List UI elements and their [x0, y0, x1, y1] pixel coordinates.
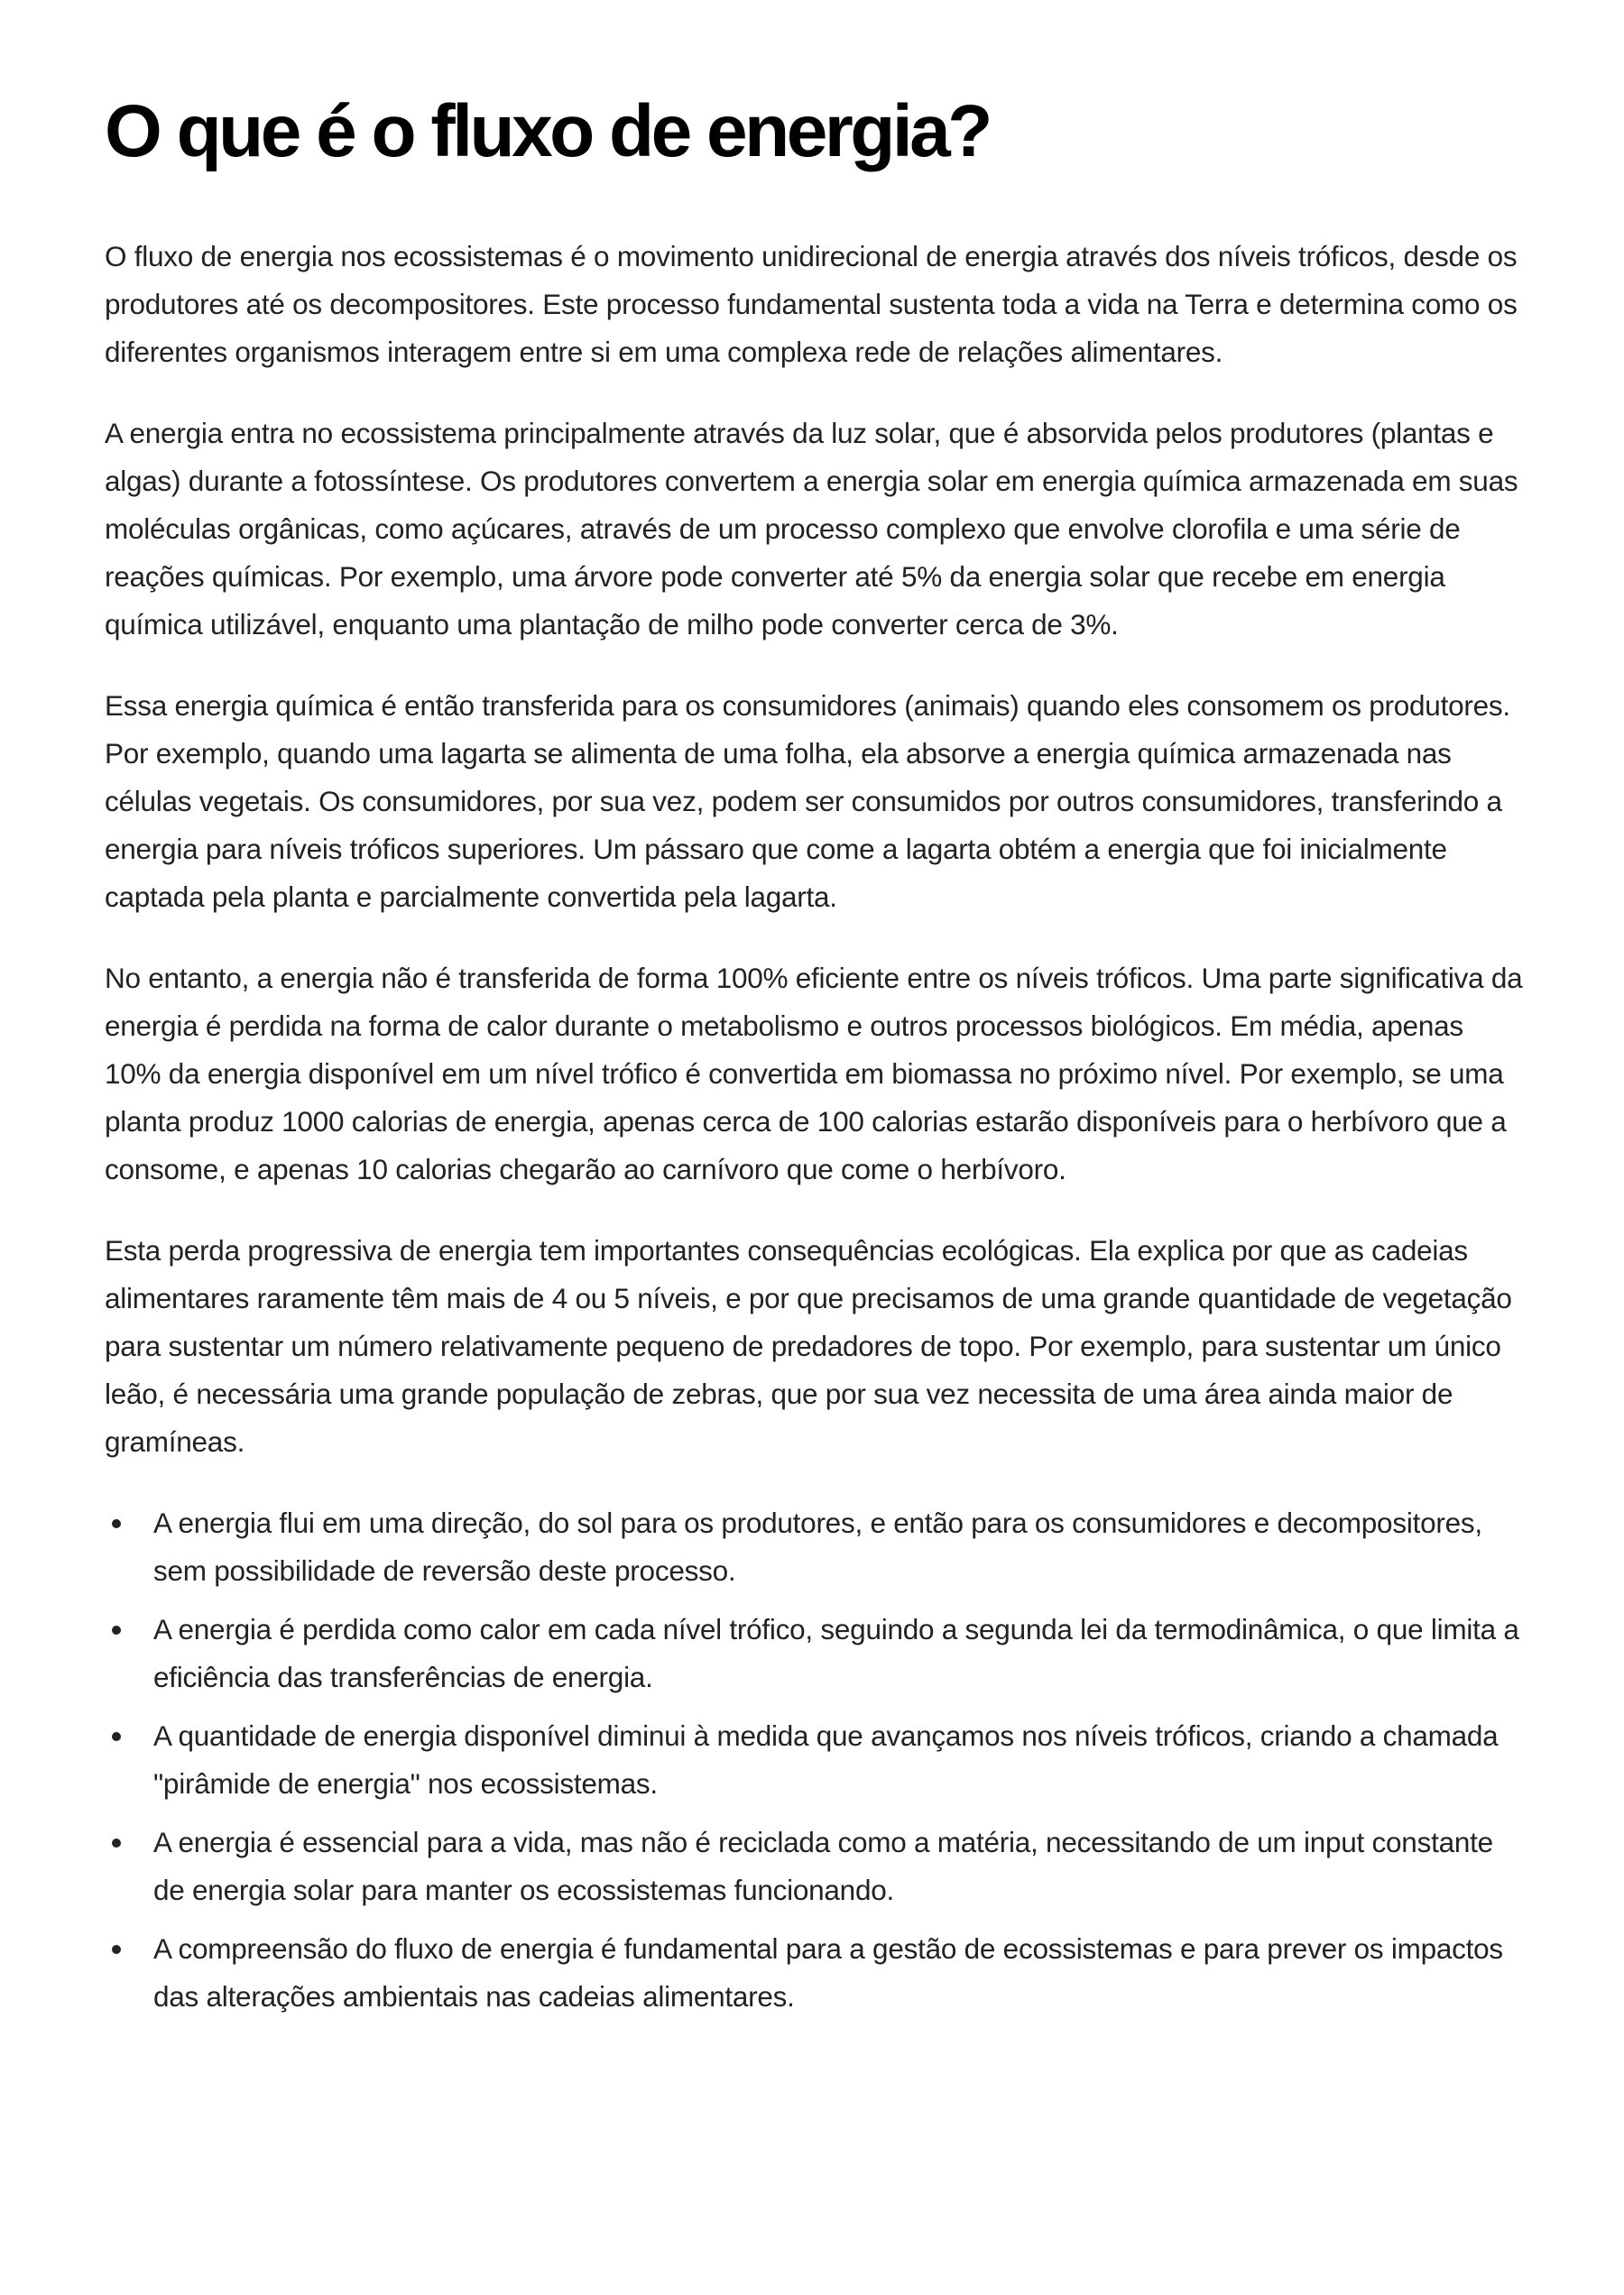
list-item-text: A energia é perdida como calor em cada nível trófico, seguindo a segunda lei da termodinâmica, o que limita a eficiência das transferências de energia.	[153, 1613, 1519, 1693]
bullet-icon	[112, 1626, 121, 1635]
bullet-list	[105, 1499, 1527, 2021]
bullet-icon	[112, 1839, 121, 1848]
document-page	[105, 87, 1527, 2032]
list-item-text: A energia flui em uma direção, do sol para os produtores, e então para os consumidores e decompositores, sem possibilidade de reversão deste processo.	[153, 1507, 1482, 1587]
paragraph-efficiency: No entanto, a energia não é transferida de forma 100% eficiente entre os níveis tróficos. Uma parte significativa da energia é perdida na forma de calor durante o metabolismo e outros processos biológicos. Em média, apenas 10% da energia disponível em um nível trófico é convertida em biomassa no próximo nível. Por exemplo, se uma planta produz 1000 calorias de energia, apenas cerca de 100 calorias estarão disponíveis para o herbívoro que a consome, e apenas 10 calorias chegarão ao carnívoro que come o herbívoro.	[105, 962, 1523, 1185]
bullet-icon	[112, 1945, 121, 1954]
paragraph-intro: O fluxo de energia nos ecossistemas é o movimento unidirecional de energia através dos níveis tróficos, desde os produtores até os decompositores. Este processo fundamental sustenta toda a vida na Terra e determina como os diferentes organismos interagem entre si em uma complexa rede de relações alimentares.	[105, 240, 1518, 368]
list-item-text: A quantidade de energia disponível diminui à medida que avançamos nos níveis tróficos, criando a chamada "pirâmide de energia" nos ecossistemas.	[153, 1719, 1499, 1800]
list-item	[105, 1819, 1527, 1914]
list-item-text: A energia é essencial para a vida, mas não é reciclada como a matéria, necessitando de um input constante de energia solar para manter os ecossistemas funcionando.	[153, 1826, 1493, 1906]
list-item-text: A compreensão do fluxo de energia é fundamental para a gestão de ecossistemas e para prever os impactos das alterações ambientais nas cadeias alimentares.	[153, 1932, 1503, 2013]
bullet-icon	[112, 1732, 121, 1741]
list-item	[105, 1712, 1527, 1808]
bullet-icon	[112, 1519, 121, 1528]
paragraph-consequences: Esta perda progressiva de energia tem importantes consequências ecológicas. Ela explica por que as cadeias alimentares raramente têm mais de 4 ou 5 níveis, e por que precisamos de uma grande quantidade de vegetação para sustentar um número relativamente pequeno de predadores de topo. Por exemplo, para sustentar um único leão, é necessária uma grande população de zebras, que por sua vez necessita de uma área ainda maior de gramíneas.	[105, 1234, 1512, 1458]
page-title: O que é o fluxo de energia?	[105, 90, 990, 172]
paragraph-solar-energy: A energia entra no ecossistema principalmente através da luz solar, que é absorvida pelos produtores (plantas e algas) durante a fotossíntese. Os produtores convertem a energia solar em energia química armazenada em suas moléculas orgânicas, como açúcares, através de um processo complexo que envolve clorofila e uma série de reações químicas. Por exemplo, uma árvore pode converter até 5% da energia solar que recebe em energia química utilizável, enquanto uma plantação de milho pode converter cerca de 3%.	[105, 417, 1518, 641]
body-text	[105, 233, 1527, 2021]
list-item	[105, 1499, 1527, 1595]
list-item	[105, 1606, 1527, 1701]
list-item	[105, 1925, 1527, 2021]
paragraph-consumers: Essa energia química é então transferida para os consumidores (animais) quando eles consomem os produtores. Por exemplo, quando uma lagarta se alimenta de uma folha, ela absorve a energia química armazenada nas células vegetais. Os consumidores, por sua vez, podem ser consumidos por outros consumidores, transferindo a energia para níveis tróficos superiores. Um pássaro que come a lagarta obtém a energia que foi inicialmente captada pela planta e parcialmente convertida pela lagarta.	[105, 689, 1510, 913]
